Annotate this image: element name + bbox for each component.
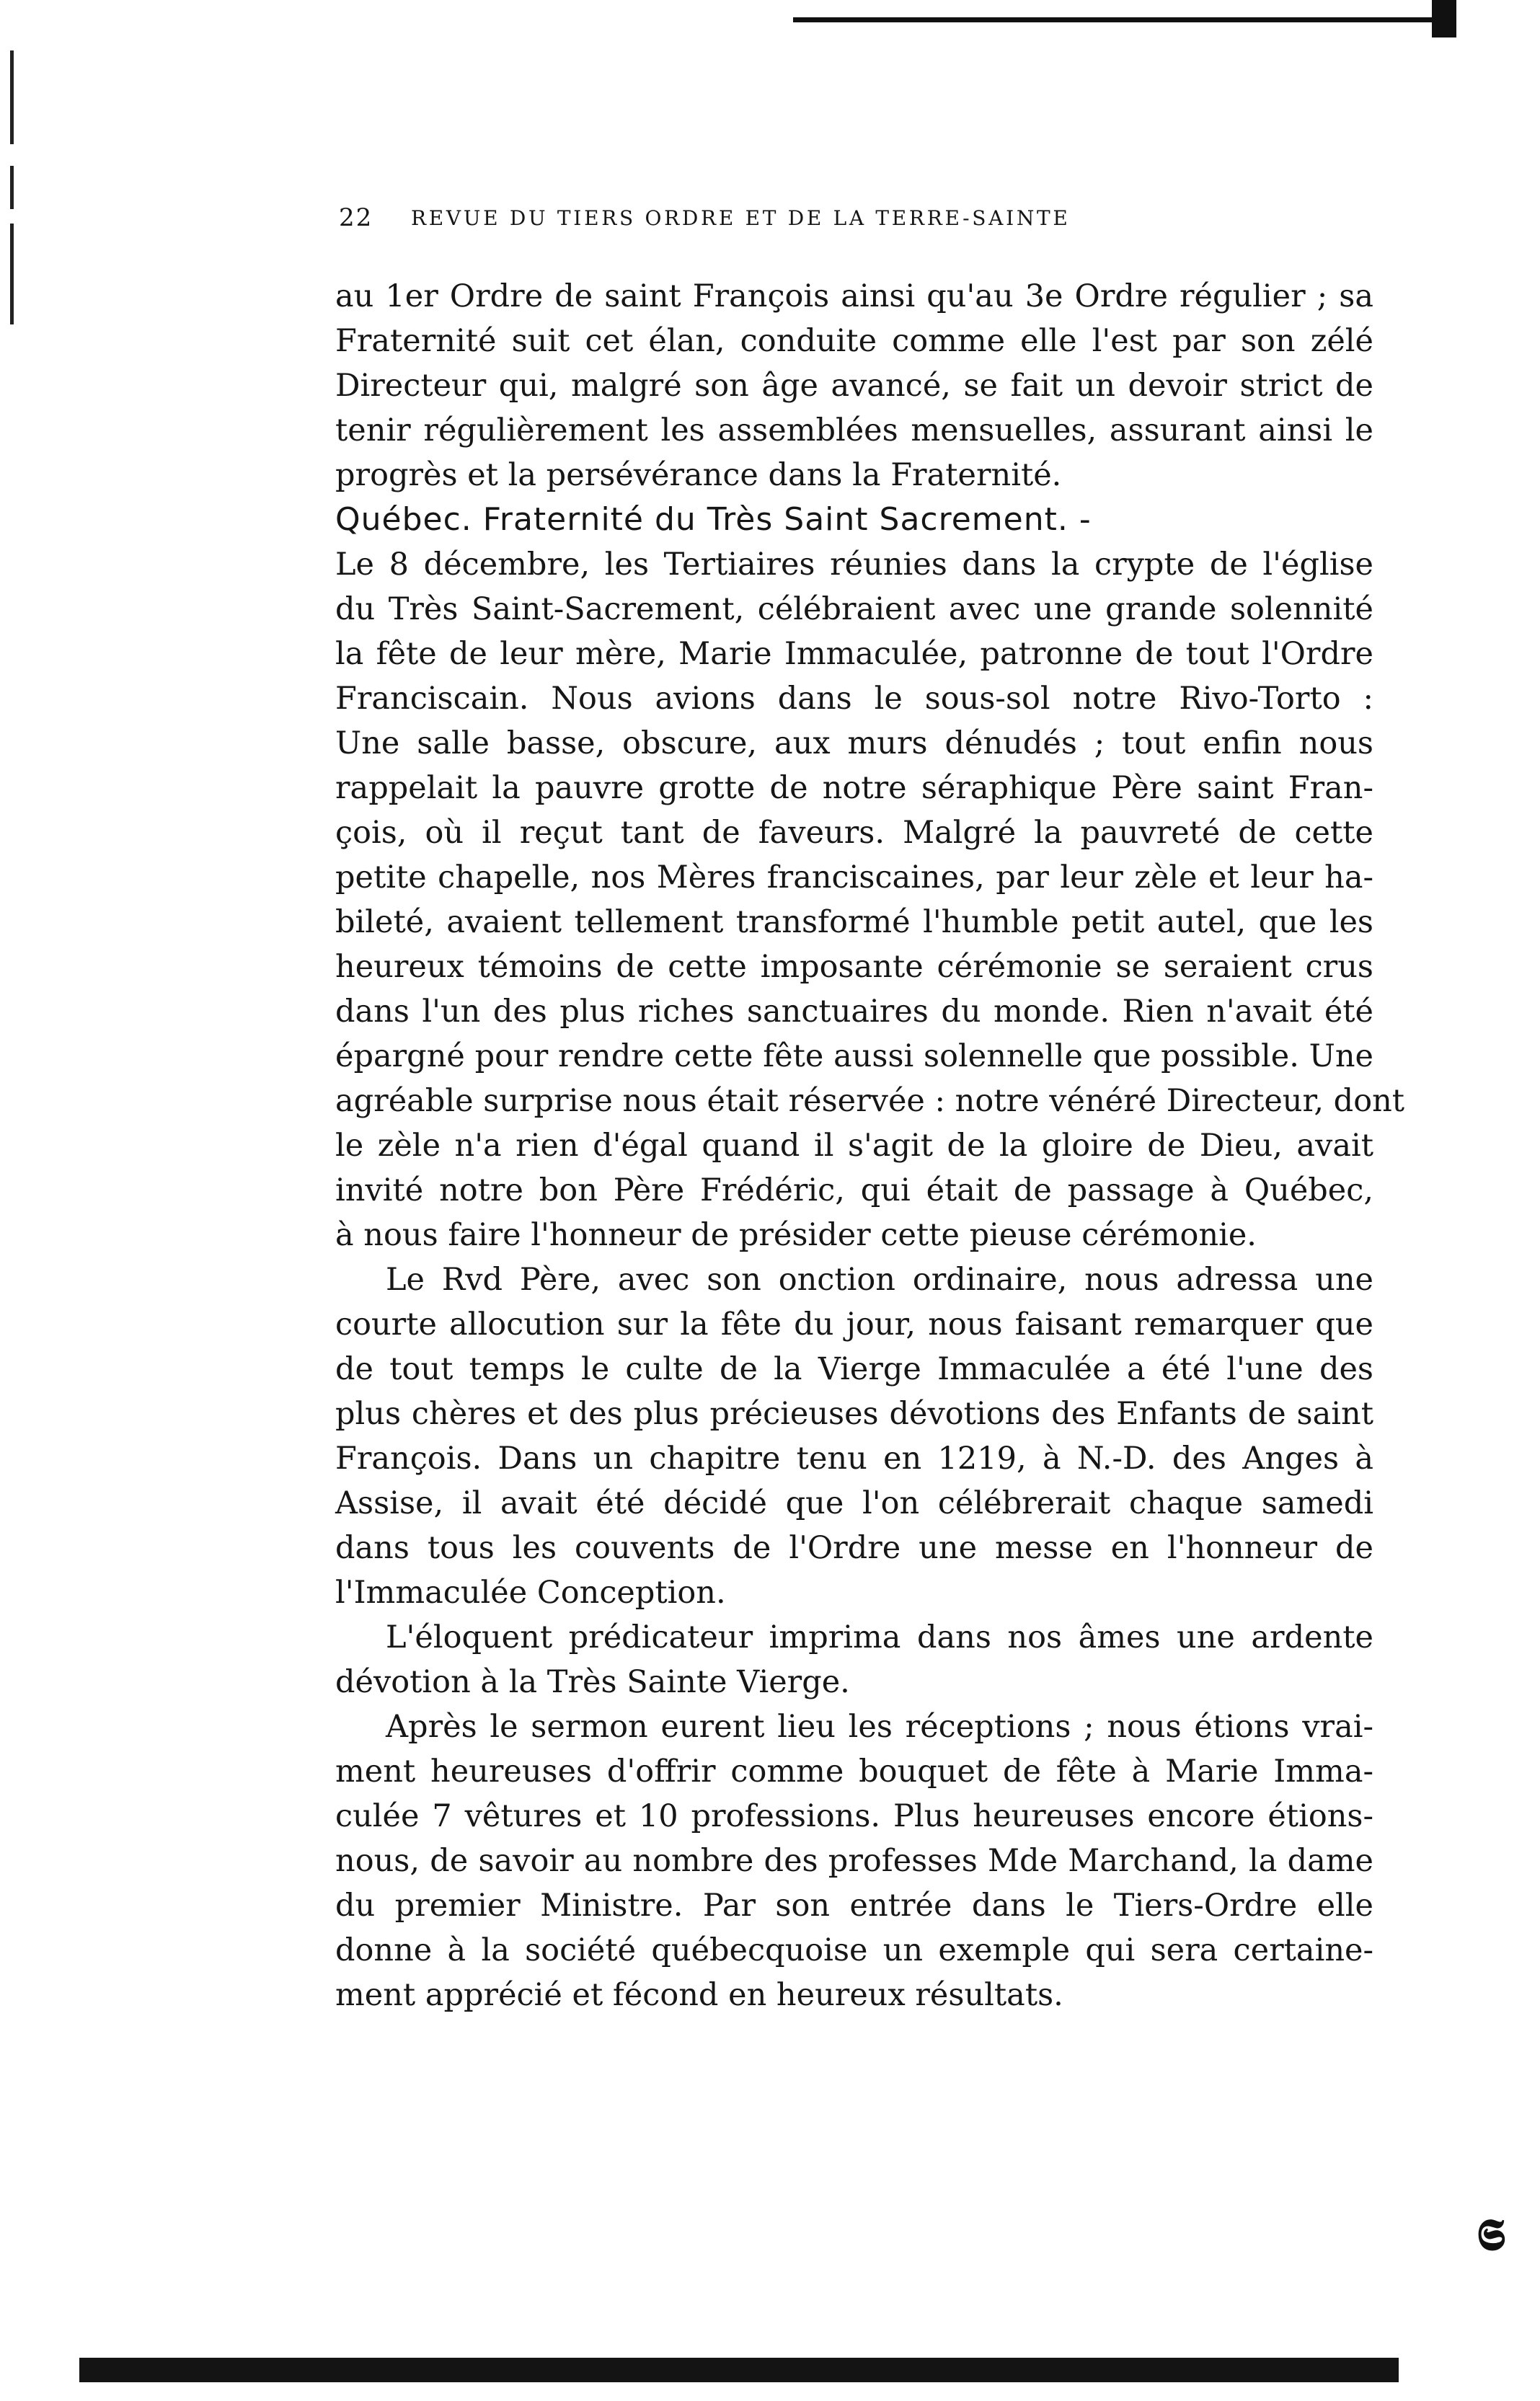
text-line: progrès et la persévérance dans la Fraternité. xyxy=(335,457,1062,493)
page-number: 22 xyxy=(339,203,373,232)
text-line: courte allocution sur la fête du jour, nous faisant remarquer que xyxy=(335,1306,1373,1343)
margin-mark xyxy=(10,166,14,209)
text-line: invité notre bon Père Frédéric, qui était de passage à Québec, xyxy=(335,1172,1373,1208)
text-line: L'éloquent prédicateur imprima dans nos âmes une ardente xyxy=(386,1619,1373,1655)
text-line: Assise, il avait été décidé que l'on célébrerait chaque samedi xyxy=(335,1485,1373,1521)
text-line: Franciscain. Nous avions dans le sous-sol notre Rivo-Torto : xyxy=(335,681,1373,717)
section-heading: Québec. Fraternité du Très Saint Sacrement. - xyxy=(335,501,1092,538)
text-line: de tout temps le culte de la Vierge Immaculée a été l'une des xyxy=(335,1351,1373,1387)
text-line: l'Immaculée Conception. xyxy=(335,1575,726,1611)
ornament-icon: 𝕾 xyxy=(1477,2210,1505,2260)
text-line: Directeur qui, malgré son âge avancé, se fait un devoir strict de xyxy=(335,368,1373,404)
text-line: culée 7 vêtures et 10 professions. Plus heureuses encore étions- xyxy=(335,1798,1373,1834)
bottom-rule xyxy=(79,2358,1399,2382)
text-line: au 1er Ordre de saint François ainsi qu'au 3e Ordre régulier ; sa xyxy=(335,278,1373,314)
text-line: ment apprécié et fécond en heureux résultats. xyxy=(335,1977,1063,2013)
text-line: Une salle basse, obscure, aux murs dénudés ; tout enfin nous xyxy=(335,725,1373,761)
text-line: Fraternité suit cet élan, conduite comme elle l'est par son zélé xyxy=(335,323,1373,359)
text-line: Le 8 décembre, les Tertiaires réunies dans la crypte de l'église xyxy=(335,547,1373,583)
text-line: plus chères et des plus précieuses dévotions des Enfants de saint xyxy=(335,1396,1373,1432)
text-line: François. Dans un chapitre tenu en 1219, à N.-D. des Anges à xyxy=(335,1441,1373,1477)
text-line: rappelait la pauvre grotte de notre séraphique Père saint Fran- xyxy=(335,770,1373,806)
text-line: épargné pour rendre cette fête aussi solennelle que possible. Une xyxy=(335,1038,1373,1074)
text-line: dans l'un des plus riches sanctuaires du monde. Rien n'avait été xyxy=(335,994,1373,1030)
top-rule xyxy=(793,0,1456,46)
text-line: à nous faire l'honneur de présider cette pieuse cérémonie. xyxy=(335,1217,1257,1253)
text-line: bileté, avaient tellement transformé l'humble petit autel, que les xyxy=(335,904,1373,940)
body-text xyxy=(335,274,1405,2017)
text-line: dévotion à la Très Sainte Vierge. xyxy=(335,1664,850,1700)
text-line: le zèle n'a rien d'égal quand il s'agit de la gloire de Dieu, avait xyxy=(335,1128,1373,1164)
text-line: çois, où il reçut tant de faveurs. Malgré la pauvreté de cette xyxy=(335,815,1373,851)
text-line: heureux témoins de cette imposante cérémonie se seraient crus xyxy=(335,949,1373,985)
page-header xyxy=(339,203,1319,247)
text-line: Le Rvd Père, avec son onction ordinaire, nous adressa une xyxy=(386,1262,1373,1298)
text-line: dans tous les couvents de l'Ordre une messe en l'honneur de xyxy=(335,1530,1373,1566)
running-head: REVUE DU TIERS ORDRE ET DE LA TERRE-SAINTE xyxy=(411,206,1071,230)
text-line: petite chapelle, nos Mères franciscaines, par leur zèle et leur ha- xyxy=(335,859,1373,896)
text-line: donne à la société québecquoise un exemple qui sera certaine- xyxy=(335,1932,1373,1968)
margin-mark xyxy=(10,50,14,144)
top-rule-thin xyxy=(793,17,1442,22)
text-line: la fête de leur mère, Marie Immaculée, patronne de tout l'Ordre xyxy=(335,636,1373,672)
text-line: du premier Ministre. Par son entrée dans le Tiers-Ordre elle xyxy=(335,1888,1373,1924)
text-line: tenir régulièrement les assemblées mensuelles, assurant ainsi le xyxy=(335,412,1373,448)
top-rule-block xyxy=(1432,0,1456,37)
text-line: ment heureuses d'offrir comme bouquet de fête à Marie Imma- xyxy=(335,1754,1373,1790)
text-line: du Très Saint-Sacrement, célébraient avec une grande solennité xyxy=(335,591,1373,627)
text-line: Après le sermon eurent lieu les réceptions ; nous étions vrai- xyxy=(386,1709,1373,1745)
margin-mark xyxy=(10,224,14,324)
text-line: agréable surprise nous était réservée : notre vénéré Directeur, dont xyxy=(335,1083,1405,1119)
text-line: nous, de savoir au nombre des professes Mde Marchand, la dame xyxy=(335,1843,1373,1879)
